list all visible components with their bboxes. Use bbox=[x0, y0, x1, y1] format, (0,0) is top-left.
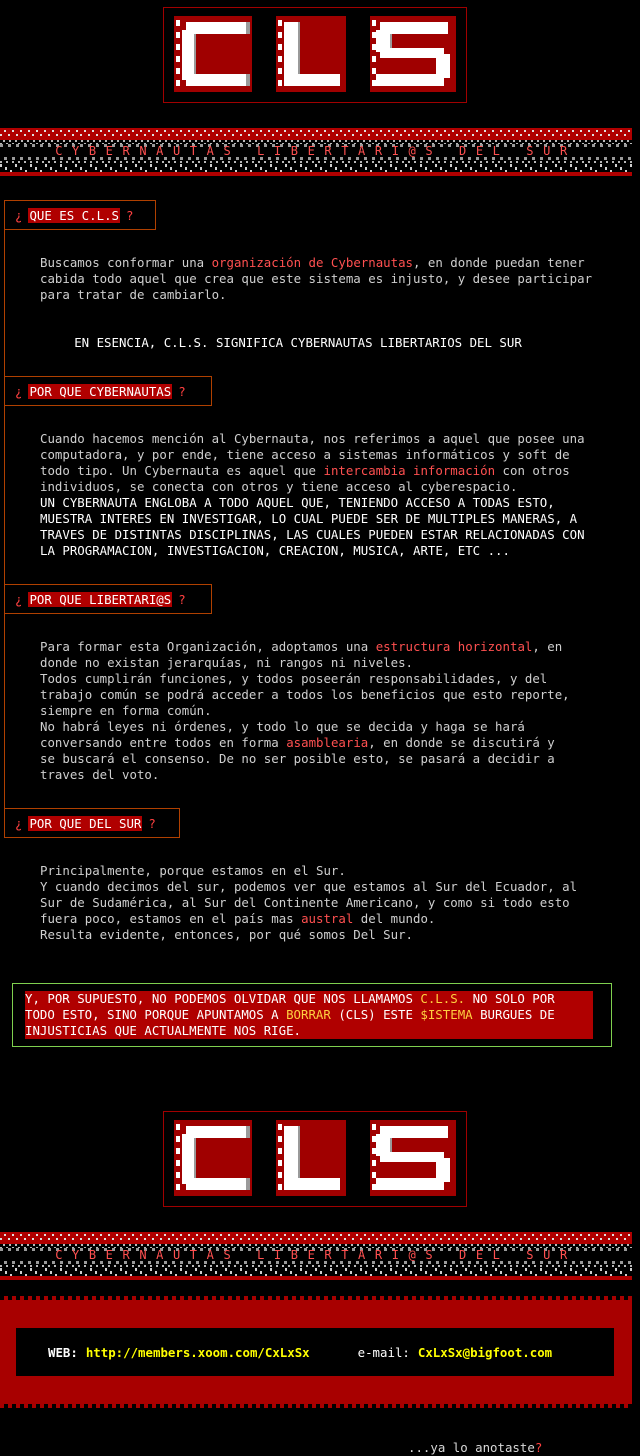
text-run: Sur de Sudamérica, al Sur del Continente Americano, y como si todo esto bbox=[40, 895, 570, 910]
email-link[interactable]: CxLxSx@bigfoot.com bbox=[417, 1344, 553, 1360]
emphasis-text: UN CYBERNAUTA ENGLOBA A TODO AQUEL QUE, TENIENDO ACCESO A TODAS ESTO, bbox=[40, 495, 555, 510]
text-run: computadora, y por ende, tiene acceso a sistemas informáticos y soft de bbox=[40, 447, 570, 462]
text-run: (CLS) ESTE bbox=[330, 1007, 421, 1022]
text-run: Cuando hacemos mención al Cybernauta, nos referimos a aquel que posee una bbox=[40, 431, 585, 446]
closing-question: ...ya lo anotaste? bbox=[408, 1440, 543, 1455]
section-rule bbox=[4, 230, 5, 376]
text-run: Y, POR SUPUESTO, NO PODEMOS OLVIDAR QUE NOS LLAMAMOS bbox=[25, 991, 421, 1006]
text-run: Principalmente, porque estamos en el Sur. bbox=[40, 863, 346, 878]
emphasis-text: TRAVES DE DISTINTAS DISCIPLINAS, LAS CUALES PUEDEN ESTAR RELACIONADAS CON bbox=[40, 527, 585, 542]
highlight-text: $ISTEMA bbox=[420, 1007, 473, 1022]
section-rule bbox=[4, 614, 5, 808]
band-title: CYBERNAUTAS LIBERTARI@S DEL SUR bbox=[55, 1248, 577, 1262]
text-run: Para formar esta Organización, adoptamos una bbox=[40, 639, 376, 654]
web-link[interactable]: http://members.xoom.com/CxLxSx bbox=[85, 1344, 310, 1360]
contact-panel bbox=[16, 1328, 614, 1376]
highlight-text: organización de Cybernautas bbox=[211, 255, 413, 270]
highlight-text: intercambia información bbox=[323, 463, 496, 478]
text-run: Resulta evidente, entonces, por qué somos Del Sur. bbox=[40, 927, 413, 942]
highlight-text: austral bbox=[301, 911, 354, 926]
text-run: Todos cumplirán funciones, y todos poseerán responsabilidades, y del bbox=[40, 671, 548, 686]
emphasis-text: MUESTRA INTERES EN INVESTIGAR, LO CUAL PUEDE SER DE MULTIPLES MANERAS, A bbox=[40, 511, 578, 526]
emphasis-text: LA PROGRAMACION, INVESTIGACION, CREACION, MUSICA, ARTE, ETC ... bbox=[40, 543, 510, 558]
text-run: donde no existan jerarquías, ni rangos ni niveles. bbox=[40, 655, 413, 670]
closing-statement-text bbox=[25, 991, 593, 1039]
title-band-bottom bbox=[0, 1232, 632, 1280]
text-run: Buscamos conformar una bbox=[40, 255, 212, 270]
title-band-top bbox=[0, 128, 632, 176]
text-run: No habrá leyes ni órdenes, y todo lo que se decida y haga se hará bbox=[40, 719, 525, 734]
highlight-text: BORRAR bbox=[286, 1007, 331, 1022]
text-run: conversando entre todos en forma bbox=[40, 735, 287, 750]
text-run: , en bbox=[532, 639, 563, 654]
cls-logo-graphic bbox=[164, 1112, 466, 1206]
text-run: NO SOLO POR bbox=[465, 991, 555, 1006]
heading-por-que-del-sur: ¿ POR QUE DEL SUR ? bbox=[4, 808, 180, 838]
email-label: e-mail: bbox=[357, 1344, 410, 1360]
text-run: , en donde se discutirá y bbox=[368, 735, 555, 750]
cls-logo-top bbox=[163, 7, 467, 103]
text-run: con otros bbox=[495, 463, 570, 478]
text-run: INJUSTICIAS QUE ACTUALMENTE NOS RIGE. bbox=[25, 1023, 302, 1038]
text-run: traves del voto. bbox=[40, 767, 160, 782]
text-run: BURGUES DE bbox=[472, 1007, 555, 1022]
text-run: cabida todo aquel que crea que este sistema es injusto, y desee participar bbox=[40, 271, 593, 286]
heading-por-que-cybernautas: ¿ POR QUE CYBERNAUTAS ? bbox=[4, 376, 212, 406]
text-run: del mundo. bbox=[353, 911, 436, 926]
section-text-cybernautas bbox=[40, 431, 636, 559]
text-run: TODO ESTO, SINO PORQUE APUNTAMOS A bbox=[25, 1007, 287, 1022]
highlight-text: estructura horizontal bbox=[375, 639, 533, 654]
text-run: siempre en forma común. bbox=[40, 703, 212, 718]
text-run: Y cuando decimos del sur, podemos ver que estamos al Sur del Ecuador, al bbox=[40, 879, 578, 894]
text-run: todo tipo. Un Cybernauta es aquel que bbox=[40, 463, 324, 478]
cls-logo-bottom bbox=[163, 1111, 467, 1207]
cls-logo-graphic bbox=[164, 8, 466, 102]
section-text-que-es bbox=[40, 255, 636, 303]
section-text-del-sur bbox=[40, 863, 636, 943]
text-run: individuos, se conecta con otros y tiene acceso al cyberespacio. bbox=[40, 479, 518, 494]
closing-statement-box bbox=[12, 983, 612, 1047]
text-run: para tratar de cambiarlo. bbox=[40, 287, 227, 302]
heading-por-que-libertarios: ¿ POR QUE LIBERTARI@S ? bbox=[4, 584, 212, 614]
web-label: WEB: bbox=[48, 1344, 78, 1360]
text-run: trabajo común se podrá acceder a todos los beneficios que esto reporte, bbox=[40, 687, 570, 702]
section-rule bbox=[4, 406, 5, 584]
heading-que-es-cls: ¿ QUE ES C.L.S ? bbox=[4, 200, 156, 230]
section-text-libertarios bbox=[40, 639, 636, 783]
band-title: CYBERNAUTAS LIBERTARI@S DEL SUR bbox=[55, 144, 577, 158]
highlight-text: C.L.S. bbox=[420, 991, 466, 1006]
text-run: fuera poco, estamos en el país mas bbox=[40, 911, 302, 926]
text-run: se buscará el consenso. De no ser posible esto, se pasará a decidir a bbox=[40, 751, 555, 766]
highlight-text: asamblearia bbox=[286, 735, 369, 750]
text-run: , en donde puedan tener bbox=[413, 255, 585, 270]
essence-statement: EN ESENCIA, C.L.S. SIGNIFICA CYBERNAUTAS LIBERTARIOS DEL SUR bbox=[74, 335, 522, 350]
